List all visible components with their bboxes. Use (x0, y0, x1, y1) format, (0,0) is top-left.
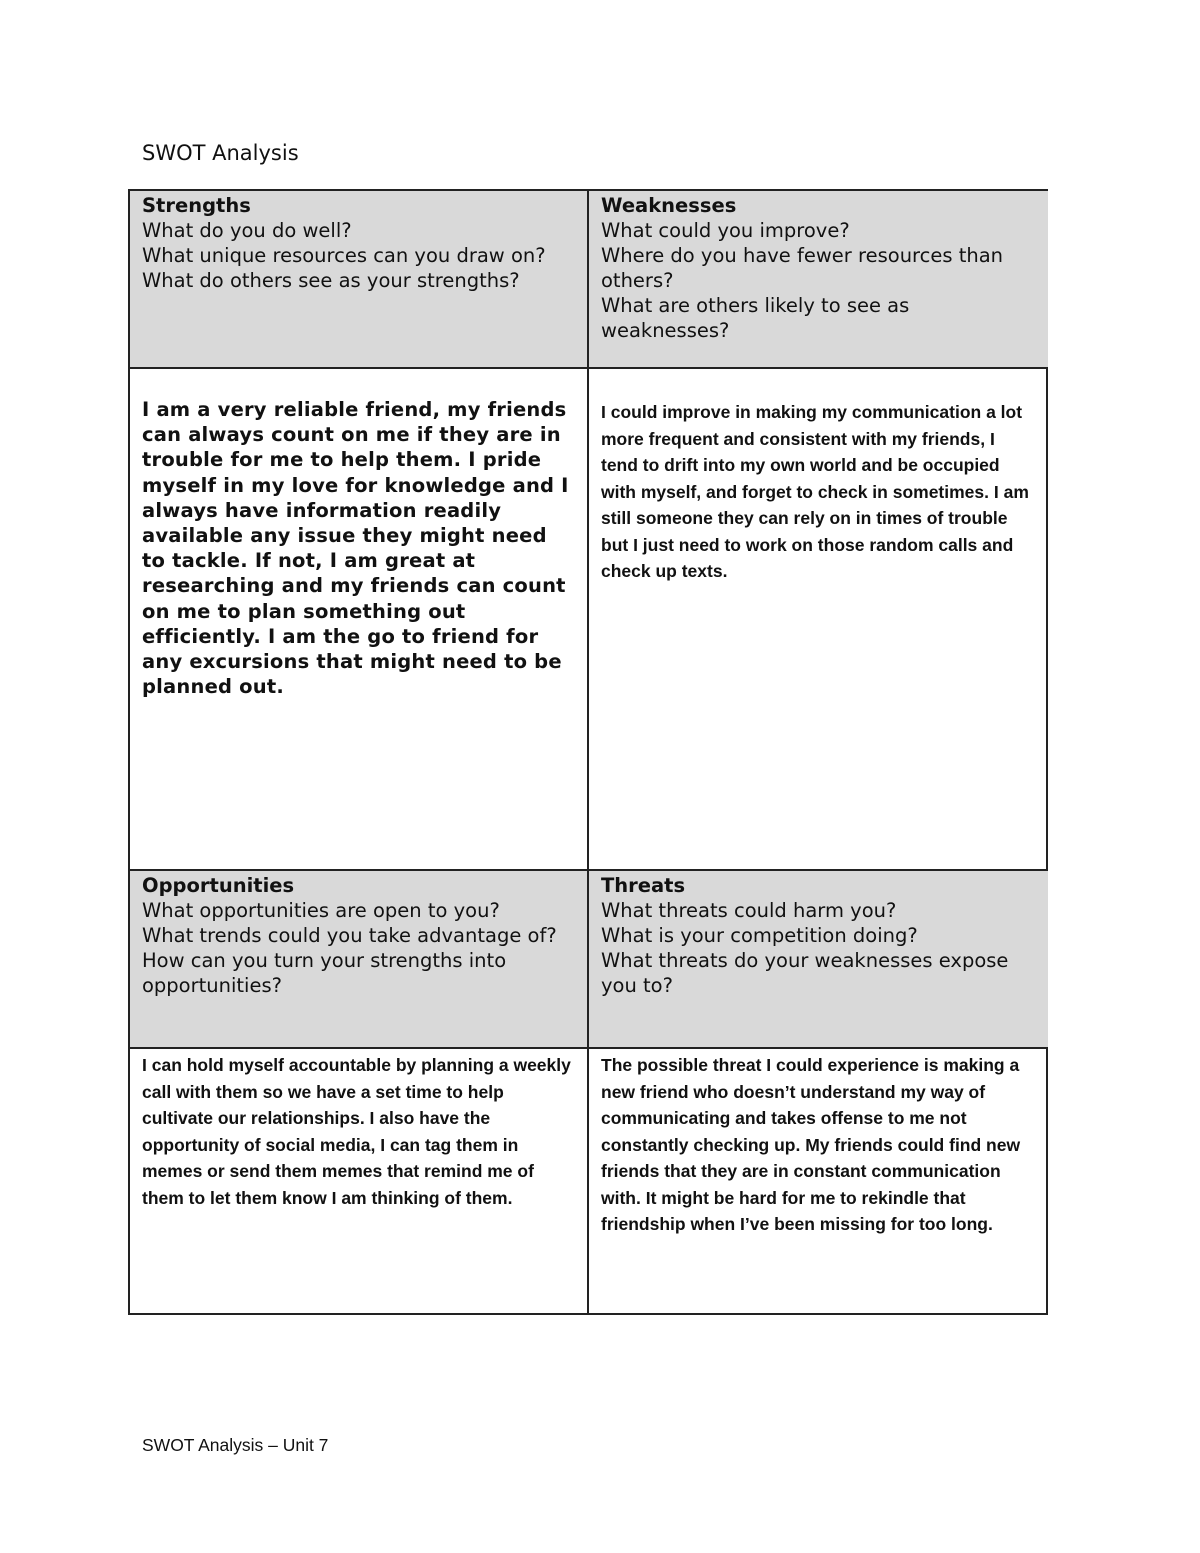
weaknesses-prompt: Where do you have fewer resources than others? (601, 244, 1004, 292)
threats-answer: The possible threat I could experience is making a new friend who doesn’t understand my way of communicating and takes offense to me not constantly checking up. My friends could find new friends that they are in constant communication with. It might be hard for me to rekindle that friendship when I’ve been missing for too long. (601, 1055, 1021, 1234)
threats-prompt: What threats do your weaknesses expose you to? (601, 949, 1009, 997)
weaknesses-answer: I could improve in making my communication a lot more frequent and consistent with my friends, I tend to drift into my own world and be occupied with myself, and forget to check in sometimes. I am still someone they can rely on in times of trouble but I just need to work on those random calls and check up texts. (601, 402, 1029, 581)
weaknesses-prompt: What are others likely to see as weaknesses? (601, 294, 910, 342)
opportunities-answer: I can hold myself accountable by planning a weekly call with them so we have a set time to help cultivate our relationships. I also have the opportunity of social media, I can tag them in memes or send them memes that remind me of them to let them know I am thinking of them. (142, 1055, 571, 1208)
weaknesses-header-cell (589, 191, 1048, 369)
strengths-prompt: What do you do well? (142, 219, 352, 242)
strengths-header-cell (130, 191, 589, 369)
strengths-answer: I am a very reliable friend, my friends can always count on me if they are in trouble for me to help them. I pride myself in my love for knowledge and I always have information readily available any issue they might need to tackle. If not, I am great at researching and my friends can count on me to plan something out efficiently. I am the go to friend for any excursions that might need to be planned out. (142, 398, 569, 699)
threats-heading: Threats (601, 874, 686, 897)
opportunities-prompt: How can you turn your strengths into opportunities? (142, 949, 507, 997)
opportunities-prompt: What opportunities are open to you? (142, 899, 500, 922)
threats-answer-cell (589, 1049, 1048, 1313)
opportunities-heading: Opportunities (142, 874, 295, 897)
strengths-prompt: What do others see as your strengths? (142, 269, 520, 292)
opportunities-prompt: What trends could you take advantage of? (142, 924, 557, 947)
strengths-heading: Strengths (142, 194, 251, 217)
opportunities-answer-cell (130, 1049, 589, 1313)
threats-prompt: What is your competition doing? (601, 924, 918, 947)
weaknesses-prompt: What could you improve? (601, 219, 850, 242)
weaknesses-heading: Weaknesses (601, 194, 737, 217)
strengths-answer-cell (130, 369, 589, 871)
strengths-prompt: What unique resources can you draw on? (142, 244, 546, 267)
threats-prompt: What threats could harm you? (601, 899, 897, 922)
weaknesses-answer-cell (589, 369, 1048, 871)
page-footer: SWOT Analysis – Unit 7 (142, 1435, 329, 1455)
swot-table (128, 189, 1048, 1315)
threats-header-cell (589, 871, 1048, 1049)
opportunities-header-cell (130, 871, 589, 1049)
page-title: SWOT Analysis (142, 141, 299, 165)
